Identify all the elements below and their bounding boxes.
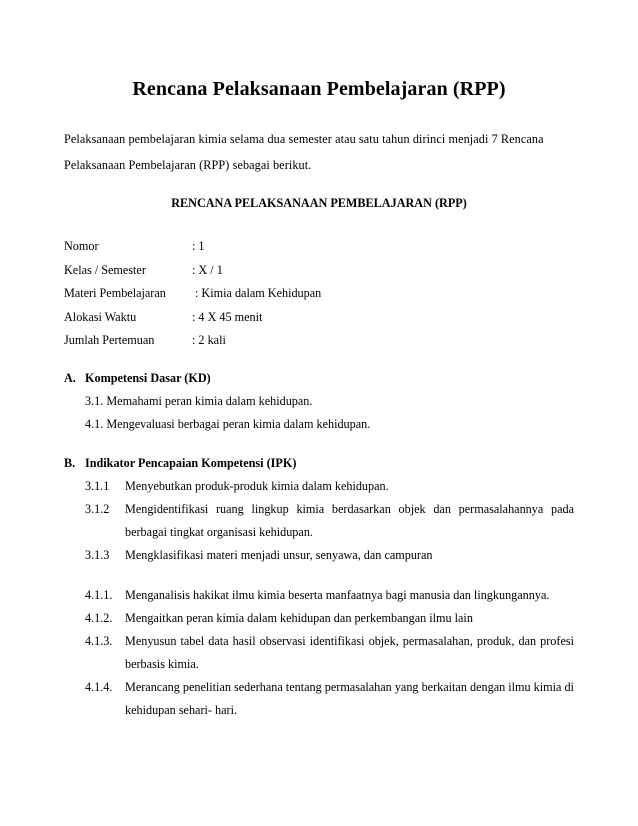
info-row-jumlah	[64, 329, 464, 353]
info-value: : 4 X 45 menit	[192, 309, 263, 324]
list-item	[64, 498, 574, 544]
section-letter: B.	[64, 456, 76, 470]
info-label: Alokasi Waktu	[64, 309, 137, 324]
item-number: 3.1.1	[85, 479, 110, 493]
document-title: Rencana Pelaksanaan Pembelajaran (RPP)	[132, 78, 506, 100]
item-text: Memahami peran kimia dalam kehidupan.	[106, 394, 313, 408]
section-letter: A.	[64, 371, 76, 385]
item-number: 4.1.1.	[85, 588, 113, 602]
section-heading	[64, 452, 574, 475]
item-number: 4.1.4.	[85, 680, 113, 694]
item-number: 3.1.3	[85, 548, 110, 562]
item-text: Mengaitkan peran kimia dalam kehidupan dan perkembangan ilmu lain	[125, 611, 473, 625]
item-number: 4.1.2.	[85, 611, 113, 625]
info-row-kelas	[64, 259, 464, 283]
info-label: Kelas / Semester	[64, 262, 146, 277]
section-title: Kompetensi Dasar (KD)	[85, 371, 211, 385]
item-number: 4.1.3.	[85, 634, 113, 648]
list-item	[64, 475, 574, 498]
info-label: Jumlah Pertemuan	[64, 333, 155, 347]
rpp-subtitle: RENCANA PELAKSANAAN PEMBELAJARAN (RPP)	[171, 196, 467, 210]
info-value: : 1	[192, 239, 205, 253]
info-label: Materi Pembelajaran	[64, 286, 166, 300]
list-item	[64, 630, 574, 676]
item-text: Menyebutkan produk-produk kimia dalam kehidupan.	[125, 479, 389, 493]
section-title: Indikator Pencapaian Kompetensi (IPK)	[85, 456, 297, 470]
list-item	[64, 544, 574, 567]
section-indikator	[64, 452, 574, 722]
info-row-alokasi	[64, 306, 464, 330]
section-kompetensi-dasar	[64, 367, 574, 436]
item-text: Mengidentifikasi ruang lingkup kimia berdasarkan objek dan permasalahannya pada berbagai tingkat organisasi kehidupan.	[125, 502, 574, 539]
spacer	[64, 567, 574, 584]
item-text: Menganalisis hakikat ilmu kimia beserta manfaatnya bagi manusia dan lingkungannya.	[125, 588, 550, 602]
info-table	[64, 235, 464, 353]
item-number: 3.1.2	[85, 502, 110, 516]
section-heading	[64, 367, 574, 390]
info-row-materi	[64, 282, 464, 306]
item-text: Mengklasifikasi materi menjadi unsur, senyawa, dan campuran	[125, 548, 433, 562]
info-row-nomor	[64, 235, 464, 259]
item-text: Merancang penelitian sederhana tentang permasalahan yang berkaitan dengan ilmu kimia di kehidupan sehari- hari.	[125, 680, 574, 717]
item-number: 3.1.	[85, 394, 104, 408]
list-item	[64, 676, 574, 722]
list-item	[64, 413, 574, 436]
item-number: 4.1.	[85, 417, 104, 431]
info-value: : Kimia dalam Kehidupan	[195, 286, 322, 300]
list-item	[64, 390, 574, 413]
intro-paragraph: Pelaksanaan pembelajaran kimia selama dua semester atau satu tahun dirinci menjadi 7 Rencana Pelaksanaan Pembelajaran (RPP) sebagai berikut.	[64, 132, 544, 172]
item-text: Menyusun tabel data hasil observasi identifikasi objek, permasalahan, produk, dan profesi berbasis kimia.	[125, 634, 574, 671]
info-value: : X / 1	[192, 262, 223, 277]
info-value: : 2 kali	[192, 333, 226, 347]
list-item	[64, 584, 574, 607]
item-text: Mengevaluasi berbagai peran kimia dalam kehidupan.	[106, 417, 371, 431]
info-label: Nomor	[64, 239, 99, 253]
list-item	[64, 607, 574, 630]
